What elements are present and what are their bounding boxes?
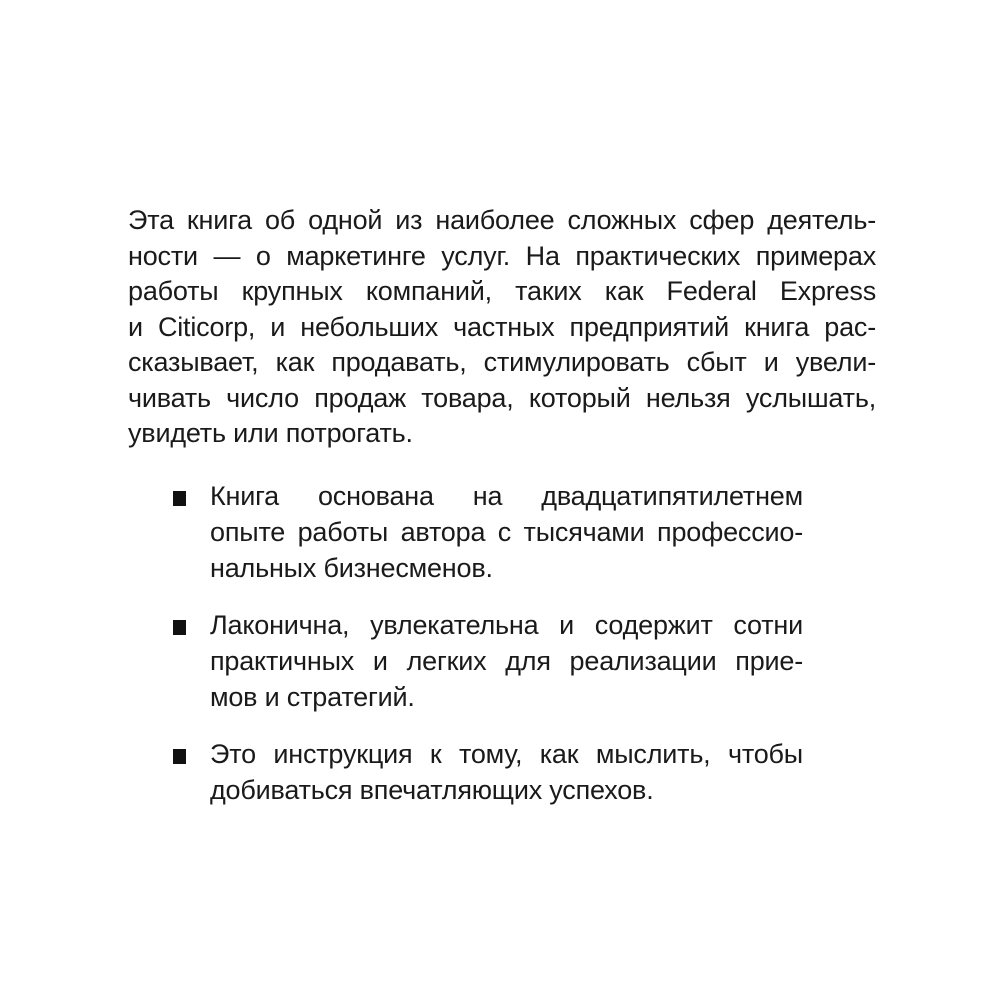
square-bullet-icon [173,491,186,506]
feature-bullet-list [173,478,803,829]
bullet-line: Лаконична, увлекательна и содержит сотни [210,610,803,640]
intro-line: увидеть или потрогать. [128,418,413,448]
bullet-item [173,478,803,586]
intro-line: Эта книга об одной из наиболее сложных сфер деятель- [128,205,876,235]
bullet-line: Книга основана на двадцатипятилетнем [210,481,803,511]
intro-line: чивать число продаж товара, который нельзя услышать, [128,382,876,413]
intro-line: и Citicorp, и небольших частных предприятий книга рас- [128,311,876,342]
bullet-item [173,607,803,715]
bullet-line: нальных бизнесменов. [210,553,493,583]
intro-line: работы крупных компаний, таких как Federal Express [128,276,876,306]
square-bullet-icon [173,620,186,635]
bullet-line: Это инструкция к тому, как мыслить, чтобы [210,739,803,769]
bullet-line: опыте работы автора с тысячами профессио- [210,517,803,547]
intro-paragraph [128,203,876,452]
intro-line: сказывает, как продавать, стимулировать сбыт и увели- [128,347,876,377]
bullet-line: добиваться впечатляющих успехов. [210,775,654,805]
bullet-item [173,736,803,808]
intro-line: ности — о маркетинге услуг. На практических примерах [128,240,876,271]
bullet-line: практичных и легких для реализации прие- [210,646,803,676]
square-bullet-icon [173,749,186,764]
bullet-line: мов и стратегий. [210,682,415,712]
